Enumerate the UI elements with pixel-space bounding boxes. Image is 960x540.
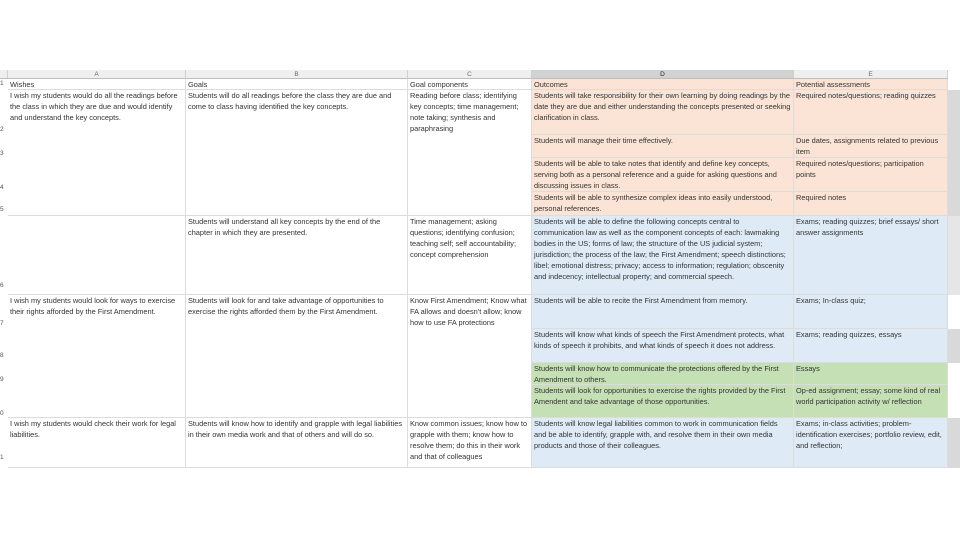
cell-c2[interactable]: Reading before class; identifying key concepts; time management; note taking; synthesis and paraphrasing (408, 90, 532, 216)
cell-e8[interactable]: Exams; reading quizzes, essays (794, 329, 948, 363)
row-number[interactable]: 7 (0, 320, 4, 327)
cell-b2[interactable]: Students will do all readings before the class they are due and come to class having identified the key concepts. (186, 90, 408, 216)
cell-e2[interactable]: Required notes/questions; reading quizzes (794, 90, 948, 135)
cell-d7[interactable]: Students will be able to recite the First Amendment from memory. (532, 295, 794, 329)
row-number[interactable]: 6 (0, 282, 4, 289)
column-header-d[interactable]: D (532, 70, 794, 79)
cell-e11[interactable]: Exams; in-class activities; problem-identification exercises; portfolio review, edit, and reflection; (794, 418, 948, 468)
cell-d6[interactable]: Students will be able to define the following concepts central to communication law as well as the component concepts of each: lawmaking bodies in the US; forms of law; the structure of the US judicial system; jurisdiction; the process of the law; the First Amendment; speech distinctions; libel; emotional distress; privacy; access to information; regulation; obscenity and indecency; intellectual property; and commercial speech. (532, 216, 794, 295)
column-header-e[interactable]: E (794, 70, 948, 79)
spreadsheet-grid (0, 70, 960, 470)
row-number[interactable]: 1 (0, 454, 4, 461)
cell-c6[interactable]: Time management; asking questions; identifying confusion; teaching self; self accountability; concept comprehension (408, 216, 532, 295)
cell-d11[interactable]: Students will know legal liabilities common to work in communication fields and be able to identify, grapple with, and resolve them in their own media products and those of their colleagues. (532, 418, 794, 468)
cell-a2[interactable]: I wish my students would do all the readings before the class in which they are due and would identify and understand the key concepts. (8, 90, 186, 216)
cell-d3[interactable]: Students will manage their time effectively. (532, 135, 794, 158)
cell-d1[interactable]: Outcomes (532, 79, 794, 90)
cell-d4[interactable]: Students will be able to take notes that identify and define key concepts, serving both as a personal reference and a guide for asking questions and discussing issues in class. (532, 158, 794, 192)
cell-a1[interactable]: Wishes (8, 79, 186, 90)
cell-d10[interactable]: Students will look for opportunities to exercise the rights provided by the First Amendent and take advantage of those opportunities. (532, 385, 794, 418)
cell-d2[interactable]: Students will take responsibility for their own learning by doing readings by the date they are due and either understanding the concepts presented or seeking clarification in class. (532, 90, 794, 135)
row-number[interactable]: 8 (0, 352, 4, 359)
column-f-shade (948, 418, 960, 468)
cell-e6[interactable]: Exams; reading quizzes; brief essays/ short answer assignments (794, 216, 948, 295)
column-f-shade (948, 216, 960, 295)
column-header-b[interactable]: B (186, 70, 408, 79)
row-number[interactable]: 2 (0, 126, 4, 133)
row-number[interactable]: 0 (0, 410, 4, 417)
cell-c7[interactable]: Know First Amendment; Know what FA allows and doesn't allow; know how to use FA protections (408, 295, 532, 418)
cell-b6[interactable]: Students will understand all key concepts by the end of the chapter in which they are presented. (186, 216, 408, 295)
row-number[interactable]: 9 (0, 376, 4, 383)
select-all-corner[interactable] (0, 70, 8, 79)
column-f-shade (948, 329, 960, 363)
cell-c1[interactable]: Goal components (408, 79, 532, 90)
cell-e9[interactable]: Essays (794, 363, 948, 385)
cell-c11[interactable]: Know common issues; know how to grapple with them; know how to resolve them; do this in their work and that of colleagues (408, 418, 532, 468)
column-f-shade (948, 90, 960, 216)
cell-b7[interactable]: Students will look for and take advantage of opportunities to exercise the rights afforded them by the First Amendment. (186, 295, 408, 418)
cell-b1[interactable]: Goals (186, 79, 408, 90)
cell-e5[interactable]: Required notes (794, 192, 948, 216)
cell-e4[interactable]: Required notes/questions; participation points (794, 158, 948, 192)
cell-d9[interactable]: Students will know how to communicate the protections offered by the First Amendment to others. (532, 363, 794, 385)
cell-e3[interactable]: Due dates, assignments related to previous item (794, 135, 948, 158)
cell-a6[interactable] (8, 216, 186, 295)
cell-a11[interactable]: I wish my students would check their work for legal liabilities. (8, 418, 186, 468)
column-header-c[interactable]: C (408, 70, 532, 79)
cell-e7[interactable]: Exams; In-class quiz; (794, 295, 948, 329)
cell-a7[interactable]: I wish my students would look for ways to exercise their rights afforded by the First Amendment. (8, 295, 186, 418)
row-number[interactable]: 5 (0, 206, 4, 213)
cell-d8[interactable]: Students will know what kinds of speech the First Amendment protects, what kinds of speech it prohibits, and what kinds of speech it does not address. (532, 329, 794, 363)
row-number[interactable]: 3 (0, 150, 4, 157)
row-number[interactable]: 1 (0, 80, 4, 87)
cell-e1[interactable]: Potential assessments (794, 79, 948, 90)
cell-b11[interactable]: Students will know how to identify and grapple with legal liabilities in their own media work and that of others and will do so. (186, 418, 408, 468)
cell-d5[interactable]: Students will be able to synthesize complex ideas into easily understood, personal references. (532, 192, 794, 216)
column-header-a[interactable]: A (8, 70, 186, 79)
row-number[interactable]: 4 (0, 184, 4, 191)
cell-e10[interactable]: Op-ed assignment; essay; some kind of real world participation activity w/ reflection (794, 385, 948, 418)
